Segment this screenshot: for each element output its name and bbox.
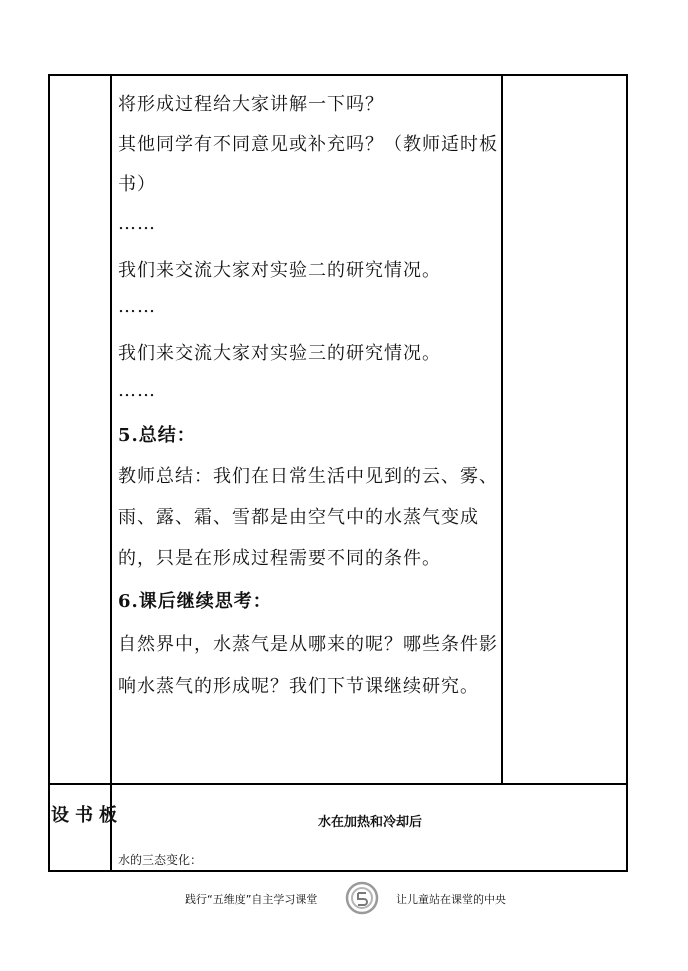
footer-slogan-right: 让儿童站在课堂的中央 [396,893,506,906]
table-top-border [48,74,628,76]
table-left-border [48,74,50,872]
board-title: 水在加热和冷却后 [317,815,422,830]
section-heading-homework: 6.课后继续思考： [118,591,272,612]
board-subtitle: 水的三态变化： [118,853,203,867]
lesson-line: 我们来交流大家对实验二的研究情况。 [118,260,441,281]
column-divider-right [501,74,503,784]
ellipsis: …… [118,213,156,234]
lesson-line: 的，只是在形成过程需要不同的条件。 [118,548,441,569]
row-divider-board [48,783,628,785]
lesson-line: 书） [118,174,156,195]
footer-slogan-left: 践行“五维度”自主学习课堂 [185,893,318,906]
school-logo-icon [345,881,379,915]
lesson-line: 自然界中，水蒸气是从哪来的呢？哪些条件影 [118,634,498,655]
lesson-line: 响水蒸气的形成呢？我们下节课继续研究。 [118,676,479,697]
table-bottom-border [48,870,628,872]
ellipsis: …… [118,296,156,317]
lesson-line: 教师总结：我们在日常生活中见到的云、雾、 [118,466,498,487]
section-heading-summary: 5.总结： [118,425,196,446]
lesson-line: 雨、露、霜、雪都是由空气中的水蒸气变成 [118,507,479,528]
column-divider-left [110,74,112,872]
lesson-line: 将形成过程给大家讲解一下吗？ [118,94,384,115]
board-design-label: 设书板 [51,805,123,826]
lesson-line: 其他同学有不同意见或补充吗？（教师适时板 [118,134,498,155]
ellipsis: …… [118,380,156,401]
table-right-border [626,74,628,872]
lesson-line: 我们来交流大家对实验三的研究情况。 [118,343,441,364]
